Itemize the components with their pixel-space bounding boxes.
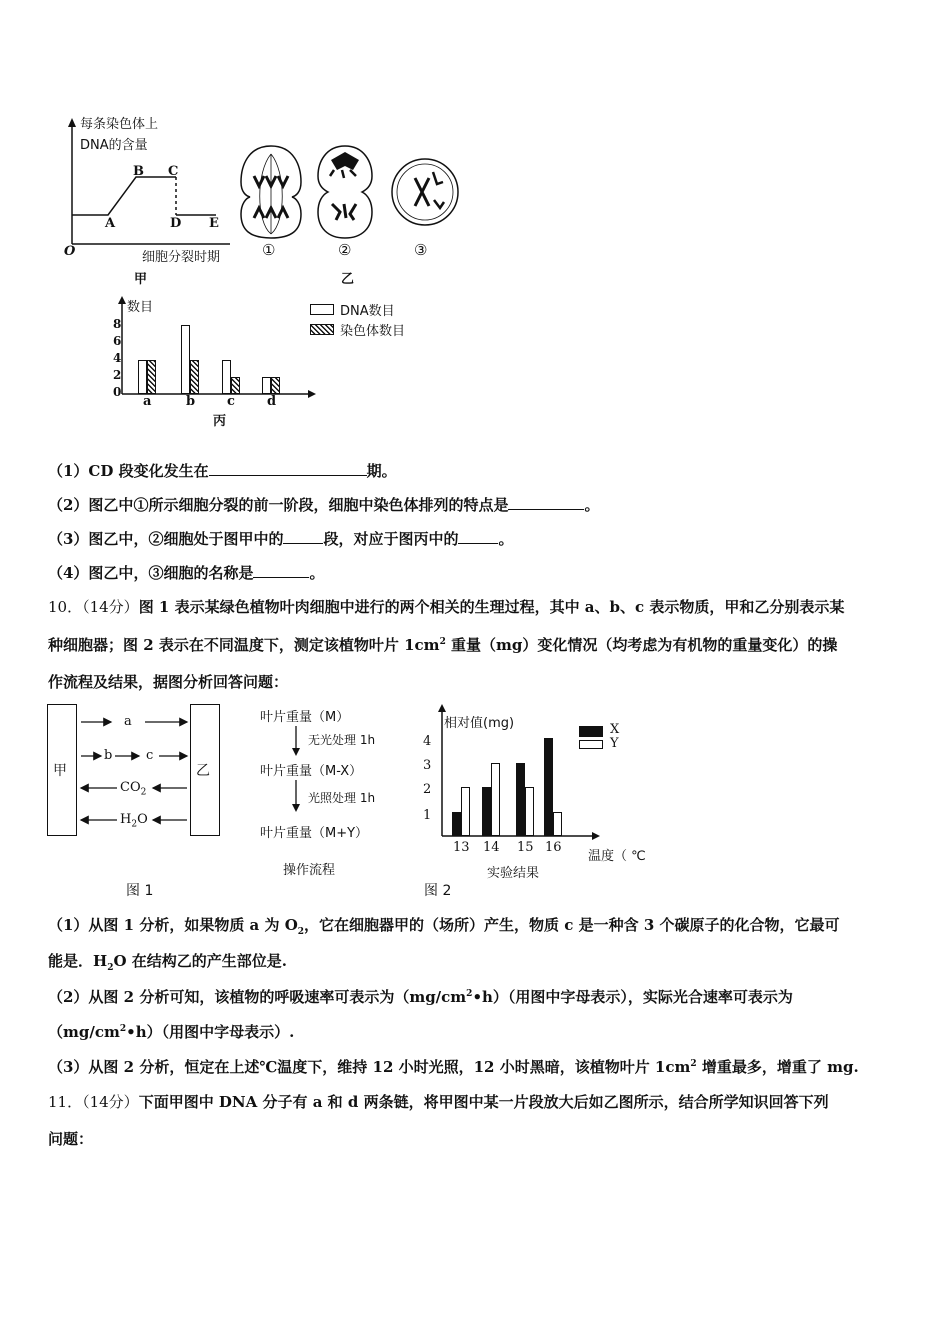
bing-bar-dna-a xyxy=(138,360,147,394)
flow-arrow-2 xyxy=(290,780,302,812)
fig2-caption: 图 2 xyxy=(424,883,452,899)
cell-3-illustration xyxy=(392,159,458,225)
organelle-yi-label: 乙 xyxy=(196,763,210,779)
flow-step-2: 叶片重量（M-X） xyxy=(260,764,363,779)
legend-chrom-label: 染色体数目 xyxy=(340,324,406,339)
flow-arrow-1 xyxy=(290,726,302,756)
p10-q3: （3）从图 2 分析，恒定在上述℃温度下，维持 12 小时光照，12 小时黑暗，该植物叶片 $1cm^2$ 增重最多，增重了 mg. xyxy=(48,1058,859,1076)
fig2-bar-y-16 xyxy=(553,812,562,837)
jia-point-e: E xyxy=(209,216,219,231)
flow-process-1: 无光处理 1h xyxy=(308,733,376,747)
yi-cells-drawing xyxy=(238,142,468,242)
cell-label-3: ③ xyxy=(414,241,428,259)
fig2-legend-y-label: Y xyxy=(610,736,619,751)
yi-caption: 乙 xyxy=(341,272,355,287)
jia-point-a: A xyxy=(105,216,116,231)
p11-stem-2: 问题： xyxy=(48,1130,94,1148)
q9-3: （3）图乙中，②细胞处于图甲中的 段，对应于图丙中的 。 xyxy=(48,530,514,548)
bing-bar-chromosome-c xyxy=(231,377,240,394)
fig2-bar-x-15 xyxy=(516,763,525,837)
jia-y-label-1: 每条染色体上 xyxy=(80,117,159,132)
fig1-label-co2: $CO_2$ xyxy=(120,780,147,798)
jia-x-label: 细胞分裂时期 xyxy=(142,250,221,265)
jia-origin: O xyxy=(64,244,76,259)
jia-y-label-2: DNA的含量 xyxy=(80,138,148,153)
fig2-tick-4: 4 xyxy=(423,734,432,749)
fig2-bar-y-13 xyxy=(461,787,470,836)
fig2-y-label: 相对值(mg) xyxy=(444,716,515,731)
q9-3-blank-1[interactable] xyxy=(283,529,323,544)
q9-1-blank[interactable] xyxy=(209,461,367,476)
bing-x-tick-c: c xyxy=(227,394,235,409)
jia-point-d: D xyxy=(170,216,182,231)
p11-stem-1: 11．（14分）下面甲图中 DNA 分子有 a 和 d 两条链，将甲图中某一片段放大后如乙图所示，结合所学知识回答下列 xyxy=(48,1093,829,1111)
q9-2: （2）图乙中①所示细胞分裂的前一阶段，细胞中染色体排列的特点是 。 xyxy=(48,496,600,514)
fig2-legend-y-swatch xyxy=(579,740,603,749)
bing-bar-dna-c xyxy=(222,360,231,394)
fig2-bar-x-16 xyxy=(544,738,553,836)
q9-2-blank[interactable] xyxy=(508,495,584,510)
fig2-title: 实验结果 xyxy=(487,866,540,881)
fig2-bar-y-14 xyxy=(491,763,500,837)
bing-x-tick-a: a xyxy=(143,394,152,409)
fig1-label-c: c xyxy=(146,748,154,763)
flow-process-2: 光照处理 1h xyxy=(308,791,376,805)
legend-dna-label: DNA数目 xyxy=(340,304,395,319)
cell-label-2: ② xyxy=(338,241,352,259)
p10-number: 10．（14分） xyxy=(48,598,139,616)
q9-3-blank-2[interactable] xyxy=(458,529,498,544)
bing-tick-0: 0 xyxy=(113,385,122,399)
fig2-y-arrow xyxy=(438,704,446,712)
fig1-label-b: b xyxy=(104,748,113,763)
cell-label-1: ① xyxy=(262,241,276,259)
p10-q2-line2: $(mg/cm^2•h)$（用图中字母表示）. xyxy=(48,1023,295,1041)
fig2-x-tick-13: 13 xyxy=(453,840,470,855)
cell-2-illustration xyxy=(318,146,372,238)
bing-bar-dna-d xyxy=(262,377,271,394)
fig2-x-tick-14: 14 xyxy=(483,840,500,855)
fig2-tick-2: 2 xyxy=(423,782,432,797)
q9-1: （1）CD 段变化发生在 期。 xyxy=(48,462,397,480)
jia-point-c: C xyxy=(168,164,179,179)
bing-y-arrow xyxy=(118,296,126,304)
jia-curve xyxy=(72,177,176,215)
bing-tick-2: 2 xyxy=(113,368,122,382)
jia-point-b: B xyxy=(133,164,144,179)
fig1-label-a: a xyxy=(124,714,132,729)
flow-step-1: 叶片重量（M） xyxy=(260,710,350,725)
p11-number: 11．（14分） xyxy=(48,1093,139,1111)
q9-4: （4）图乙中，③细胞的名称是 。 xyxy=(48,564,325,582)
bing-tick-8: 8 xyxy=(113,317,122,331)
flow-title: 操作流程 xyxy=(283,863,336,878)
fig2-x-arrow xyxy=(592,832,600,840)
bing-bar-chromosome-b xyxy=(190,360,199,394)
fig2-bar-x-13 xyxy=(452,812,461,837)
bing-bar-chromosome-d xyxy=(271,377,280,394)
bing-tick-4: 4 xyxy=(113,351,122,365)
jia-y-arrow xyxy=(68,118,76,127)
flow-step-3: 叶片重量（M+Y） xyxy=(260,826,369,841)
fig2-x-tick-15: 15 xyxy=(517,840,534,855)
jia-line-chart xyxy=(60,118,240,258)
fig2-legend-x-label: X xyxy=(610,722,620,737)
bing-x-tick-d: d xyxy=(267,394,277,409)
fig1-label-h2o: $H_2O$ xyxy=(120,812,148,830)
bing-y-label: 数目 xyxy=(127,300,154,315)
cell-1-illustration xyxy=(241,146,301,238)
bing-x-arrow xyxy=(308,390,316,398)
q9-4-blank[interactable] xyxy=(253,563,309,578)
organelle-jia-label: 甲 xyxy=(53,763,67,779)
fig2-x-tick-16: 16 xyxy=(545,840,562,855)
fig2-bar-y-15 xyxy=(525,787,534,836)
fig2-tick-1: 1 xyxy=(423,808,432,823)
legend-chrom-swatch xyxy=(310,324,334,335)
p10-q1-line1: （1）从图 1 分析，如果物质 a 为 $O_2$，它在细胞器甲的（场所）产生，物质 c 是一种含 3 个碳原子的化合物，它最可 xyxy=(48,916,840,937)
bing-x-tick-b: b xyxy=(186,394,196,409)
p10-stem-2: 种细胞器；图 2 表示在不同温度下，测定该植物叶片 $1cm^2$ 重量（mg）变化情况（均考虑为有机物的重量变化）的操 xyxy=(48,636,838,654)
legend-dna-swatch xyxy=(310,304,334,315)
fig1-caption: 图 1 xyxy=(126,883,154,899)
p10-stem-1: 10．（14分）图 1 表示某绿色植物叶肉细胞中进行的两个相关的生理过程，其中 a、b、c 表示物质，甲和乙分别表示某 xyxy=(48,598,845,616)
p10-stem-3: 作流程及结果，据图分析回答问题： xyxy=(48,673,289,691)
bing-tick-6: 6 xyxy=(113,334,122,348)
jia-caption: 甲 xyxy=(134,272,148,287)
bing-bar-dna-b xyxy=(181,325,190,394)
p10-q1-line2: 能是．$H_2O$ 在结构乙的产生部位是. xyxy=(48,952,287,973)
fig2-bar-x-14 xyxy=(482,787,491,836)
bing-caption: 丙 xyxy=(213,414,227,429)
p10-q2-line1: （2）从图 2 分析可知，该植物的呼吸速率可表示为$(mg/cm^2•h)$（用图中字母表示），实际光合速率可表示为 xyxy=(48,988,793,1006)
fig2-x-unit: 温度（ ℃ xyxy=(588,849,646,864)
fig2-legend-x-swatch xyxy=(579,726,603,737)
bing-bar-chromosome-a xyxy=(147,360,156,394)
fig2-tick-3: 3 xyxy=(423,758,432,773)
